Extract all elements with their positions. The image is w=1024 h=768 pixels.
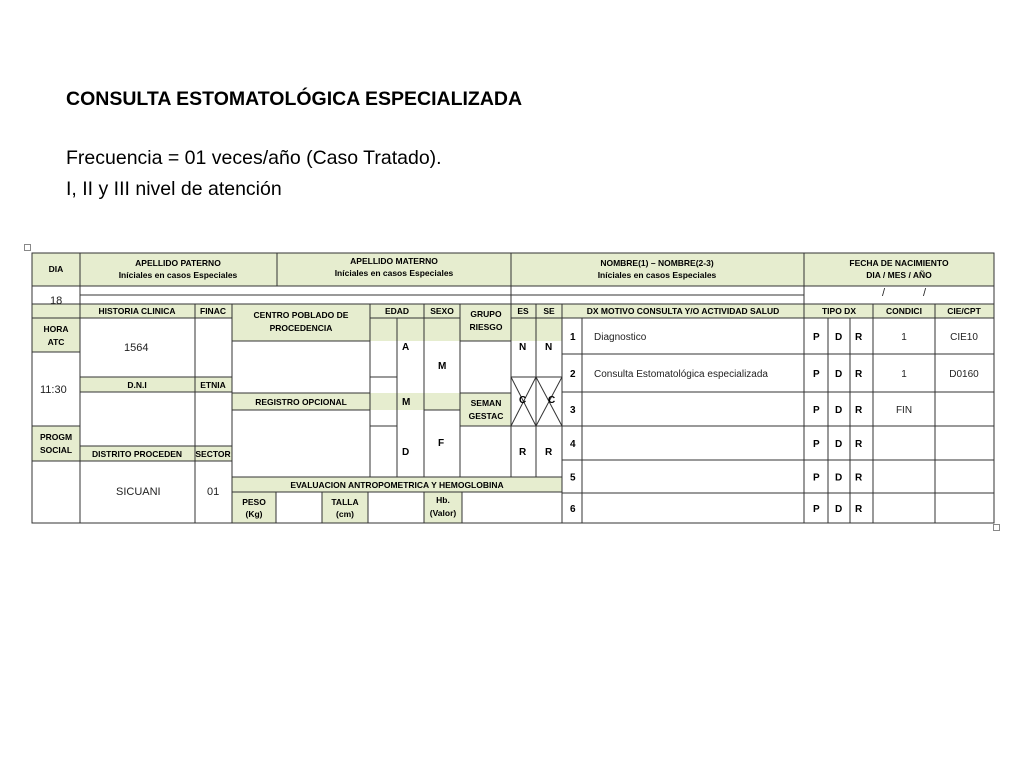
label-apellido-materno: APELLIDO MATERNO — [350, 256, 438, 266]
label-riesgo: RIESGO — [469, 322, 503, 332]
label-sector: SECTOR — [195, 449, 231, 459]
dx-row-6-p[interactable]: P — [813, 504, 820, 515]
es-value-mid[interactable]: C — [519, 395, 527, 406]
edad-option-m[interactable]: M — [402, 397, 411, 408]
frequency-text: Frecuencia = 01 veces/año (Caso Tratado). — [66, 147, 442, 169]
value-sector[interactable]: 01 — [207, 486, 220, 498]
label-dni: D.N.I — [127, 380, 147, 390]
sexo-option-f[interactable]: F — [438, 438, 445, 449]
dx-row-3-num: 3 — [570, 405, 576, 416]
label-apellido-paterno: APELLIDO PATERNO — [135, 258, 221, 268]
dx-row-2-d[interactable]: D — [835, 369, 843, 380]
label-hb-unit: (Valor) — [429, 508, 457, 518]
label-peso-unit: (Kg) — [245, 509, 263, 519]
dx-row-3-r[interactable]: R — [855, 405, 863, 416]
label-finac: FINAC — [200, 306, 226, 316]
label-evaluacion: EVALUACION ANTROPOMETRICA Y HEMOGLOBINA — [290, 480, 504, 490]
dx-row-2-r[interactable]: R — [855, 369, 863, 380]
dx-row-5-d[interactable]: D — [835, 472, 843, 484]
label-apellido-materno-sub: Iníciales en casos Especiales — [334, 268, 454, 278]
dx-row-4-d[interactable]: D — [835, 439, 843, 450]
dx-row-4-p[interactable]: P — [813, 439, 820, 450]
dx-row-1-d[interactable]: D — [835, 332, 843, 343]
dx-row-2-cie[interactable]: D0160 — [949, 369, 979, 380]
value-hora[interactable]: 11:30 — [40, 384, 67, 396]
es-value-bottom[interactable]: R — [519, 447, 527, 458]
dx-row-2-desc[interactable]: Consulta Estomatológica especializada — [594, 369, 768, 380]
label-progm: PROGM — [39, 432, 73, 442]
sexo-option-m[interactable]: M — [438, 361, 447, 372]
label-hb: Hb. — [436, 495, 450, 505]
dx-row-3-p[interactable]: P — [813, 405, 820, 416]
label-peso: PESO — [242, 497, 266, 507]
dx-row-5-r[interactable]: R — [855, 472, 863, 484]
label-social: SOCIAL — [39, 445, 73, 455]
dx-row-1-cond[interactable]: 1 — [901, 332, 907, 343]
label-etnia: ETNIA — [200, 380, 226, 390]
dx-row-6-r[interactable]: R — [855, 504, 863, 515]
value-historia-clinica[interactable]: 1564 — [124, 342, 149, 354]
dx-row-1-r[interactable]: R — [855, 332, 863, 343]
value-fecha-sep-2: / — [923, 287, 927, 299]
label-es: ES — [517, 306, 529, 316]
edad-option-d[interactable]: D — [402, 447, 410, 458]
slide-title: CONSULTA ESTOMATOLÓGICA ESPECIALIZADA — [66, 88, 523, 110]
es-value-top[interactable]: N — [519, 342, 527, 353]
dx-row-1-desc[interactable]: Diagnostico — [594, 332, 647, 343]
dx-row-5-p[interactable]: P — [813, 472, 820, 484]
se-value-top[interactable]: N — [545, 342, 553, 353]
dx-row-6-d[interactable]: D — [835, 504, 843, 515]
label-talla: TALLA — [331, 497, 359, 507]
dx-rows — [570, 332, 979, 515]
label-centro-poblado-2: PROCEDENCIA — [269, 323, 333, 333]
label-edad: EDAD — [384, 306, 410, 316]
label-seman: SEMAN — [470, 398, 502, 408]
attention-levels-text: I, II y III nivel de atención — [66, 178, 282, 200]
dx-row-2-num: 2 — [570, 369, 576, 380]
label-nombre: NOMBRE(1) – NOMBRE(2-3) — [600, 258, 714, 268]
se-value-bottom[interactable]: R — [545, 447, 553, 458]
label-cie-cpt: CIE/CPT — [947, 306, 981, 316]
dx-row-1-cie[interactable]: CIE10 — [950, 332, 978, 343]
label-se: SE — [543, 306, 555, 316]
label-talla-unit: (cm) — [336, 509, 354, 519]
label-grupo: GRUPO — [470, 309, 502, 319]
dx-row-2-cond[interactable]: 1 — [901, 369, 907, 380]
label-atc: ATC — [47, 337, 65, 347]
label-dia: DIA — [48, 264, 64, 274]
label-gestac: GESTAC — [468, 411, 504, 421]
label-historia-clinica: HISTORIA CLINICA — [98, 306, 176, 316]
dx-row-3-cond[interactable]: FIN — [895, 405, 913, 416]
edad-option-a[interactable]: A — [402, 342, 410, 353]
label-sexo: SEXO — [430, 306, 454, 316]
value-distrito[interactable]: SICUANI — [116, 486, 161, 498]
label-fecha-nacimiento-sub: DIA / MES / AÑO — [866, 270, 932, 280]
dx-row-2-p[interactable]: P — [813, 369, 820, 380]
dx-row-6-num: 6 — [570, 504, 576, 515]
dx-row-5-num: 5 — [570, 472, 576, 484]
label-apellido-paterno-sub: Iníciales en casos Especiales — [118, 270, 238, 280]
label-distrito: DISTRITO PROCEDEN — [91, 449, 183, 459]
dx-row-4-r[interactable]: R — [855, 439, 863, 450]
label-condici: CONDICI — [886, 306, 922, 316]
dx-row-1-num: 1 — [570, 332, 576, 343]
label-hora: HORA — [43, 324, 69, 334]
label-dx-motivo: DX MOTIVO CONSULTA Y/O ACTIVIDAD SALUD — [586, 306, 780, 316]
label-centro-poblado-1: CENTRO POBLADO DE — [253, 310, 349, 320]
label-tipo-dx: TIPO DX — [821, 306, 857, 316]
se-value-mid[interactable]: C — [548, 395, 556, 406]
label-fecha-nacimiento: FECHA DE NACIMIENTO — [849, 258, 949, 268]
dx-row-4-num: 4 — [570, 439, 576, 450]
value-dia[interactable]: 18 — [50, 295, 63, 307]
label-nombre-sub: Iníciales en casos Especiales — [597, 270, 717, 280]
dx-row-3-d[interactable]: D — [835, 405, 843, 416]
dx-row-1-p[interactable]: P — [813, 332, 820, 343]
label-registro-opcional: REGISTRO OPCIONAL — [255, 397, 347, 407]
value-fecha-sep-1: / — [882, 287, 886, 299]
